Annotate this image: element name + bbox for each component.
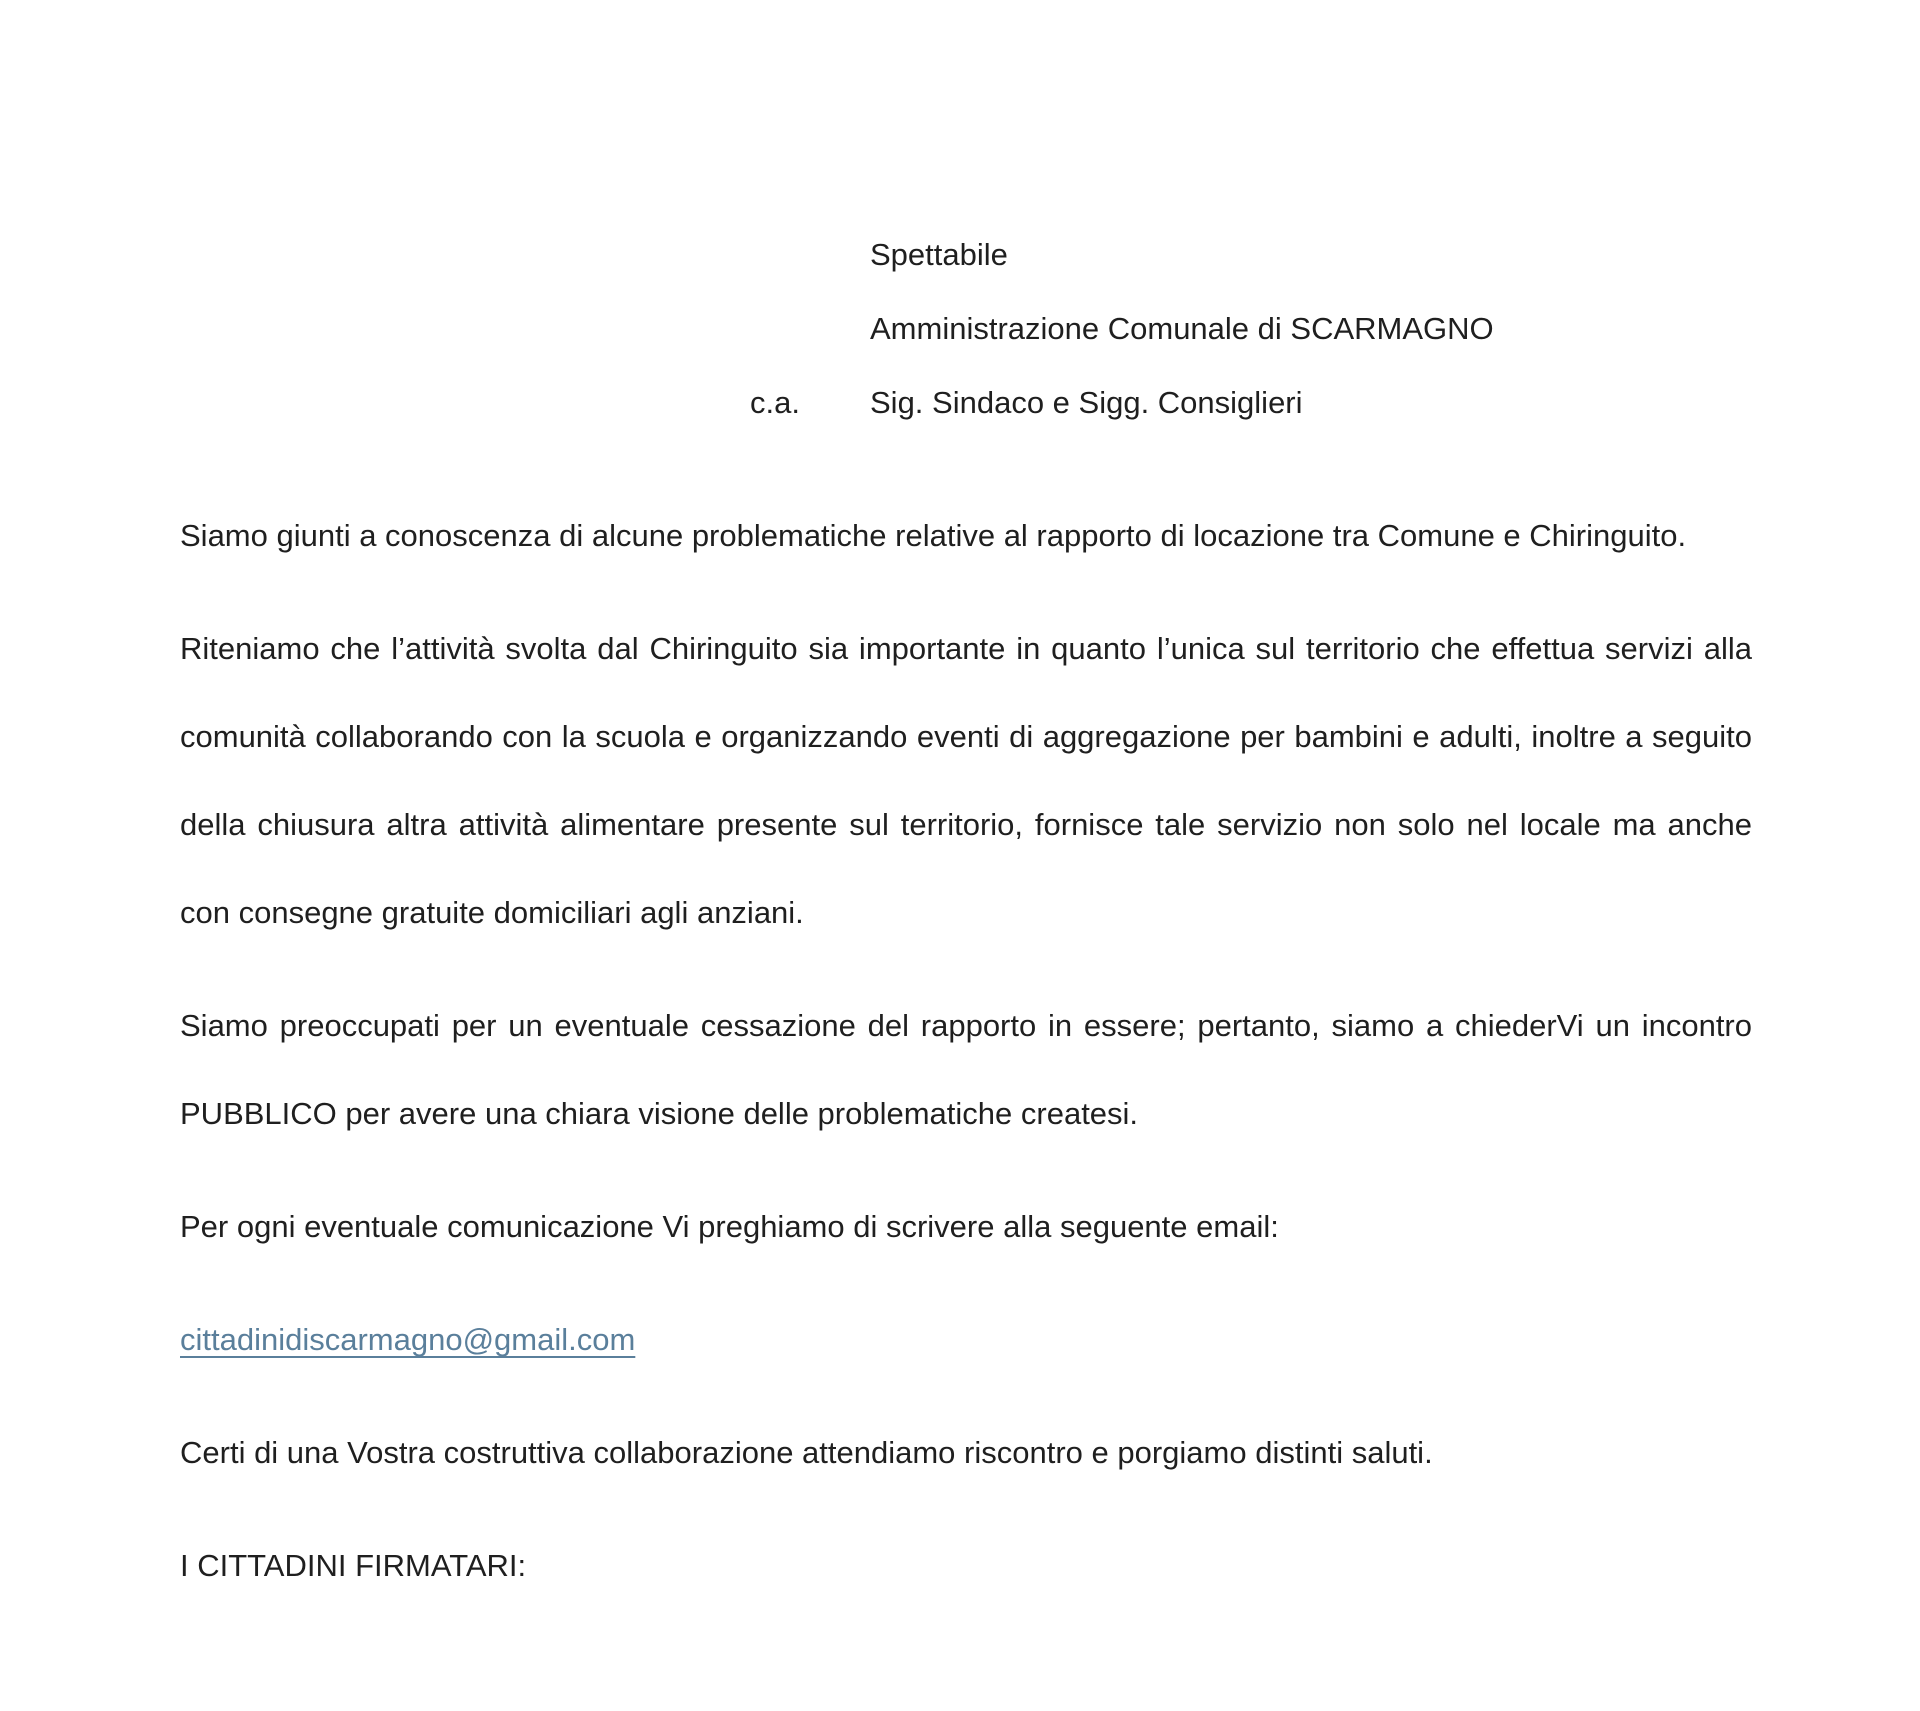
- email-paragraph: [180, 1296, 1752, 1384]
- recipient-organization: [870, 292, 1730, 366]
- paragraph-contact: Per ogni eventuale comunicazione Vi preghiamo di scrivere alla seguente email:: [180, 1209, 1279, 1244]
- recipient-block: [750, 218, 1730, 440]
- recipient-organization-text: Amministrazione Comunale di SCARMAGNO: [870, 311, 1494, 346]
- recipient-attention: [750, 366, 1730, 440]
- attention-label: c.a.: [750, 385, 800, 420]
- signatories-heading: I CITTADINI FIRMATARI:: [180, 1548, 527, 1583]
- recipient-attention-text: Sig. Sindaco e Sigg. Consiglieri: [870, 385, 1303, 420]
- recipient-greeting-text: Spettabile: [870, 237, 1008, 272]
- paragraph-closing: Certi di una Vostra costruttiva collaborazione attendiamo riscontro e porgiamo distinti saluti.: [180, 1435, 1433, 1470]
- paragraph-request: Siamo preoccupati per un eventuale cessazione del rapporto in essere; pertanto, siamo a chiederVi un incontro PUBBLICO per avere una chiara visione delle problematiche createsi.: [180, 1008, 1752, 1131]
- paragraph-intro: Siamo giunti a conoscenza di alcune problematiche relative al rapporto di locazione tra Comune e Chiringuito.: [180, 518, 1687, 553]
- email-link[interactable]: cittadinidiscarmagno@gmail.com: [180, 1322, 636, 1357]
- paragraph-reasoning: Riteniamo che l’attività svolta dal Chiringuito sia importante in quanto l’unica sul territorio che effettua servizi alla comunità collaborando con la scuola e organizzando eventi di aggregazione per bambini e adulti, inoltre a seguito della chiusura altra attività alimentare presente sul territorio, fornisce tale servizio non solo nel locale ma anche con consegne gratuite domiciliari agli anziani.: [180, 631, 1752, 930]
- letter-body: [180, 492, 1752, 1610]
- recipient-greeting: [870, 218, 1730, 292]
